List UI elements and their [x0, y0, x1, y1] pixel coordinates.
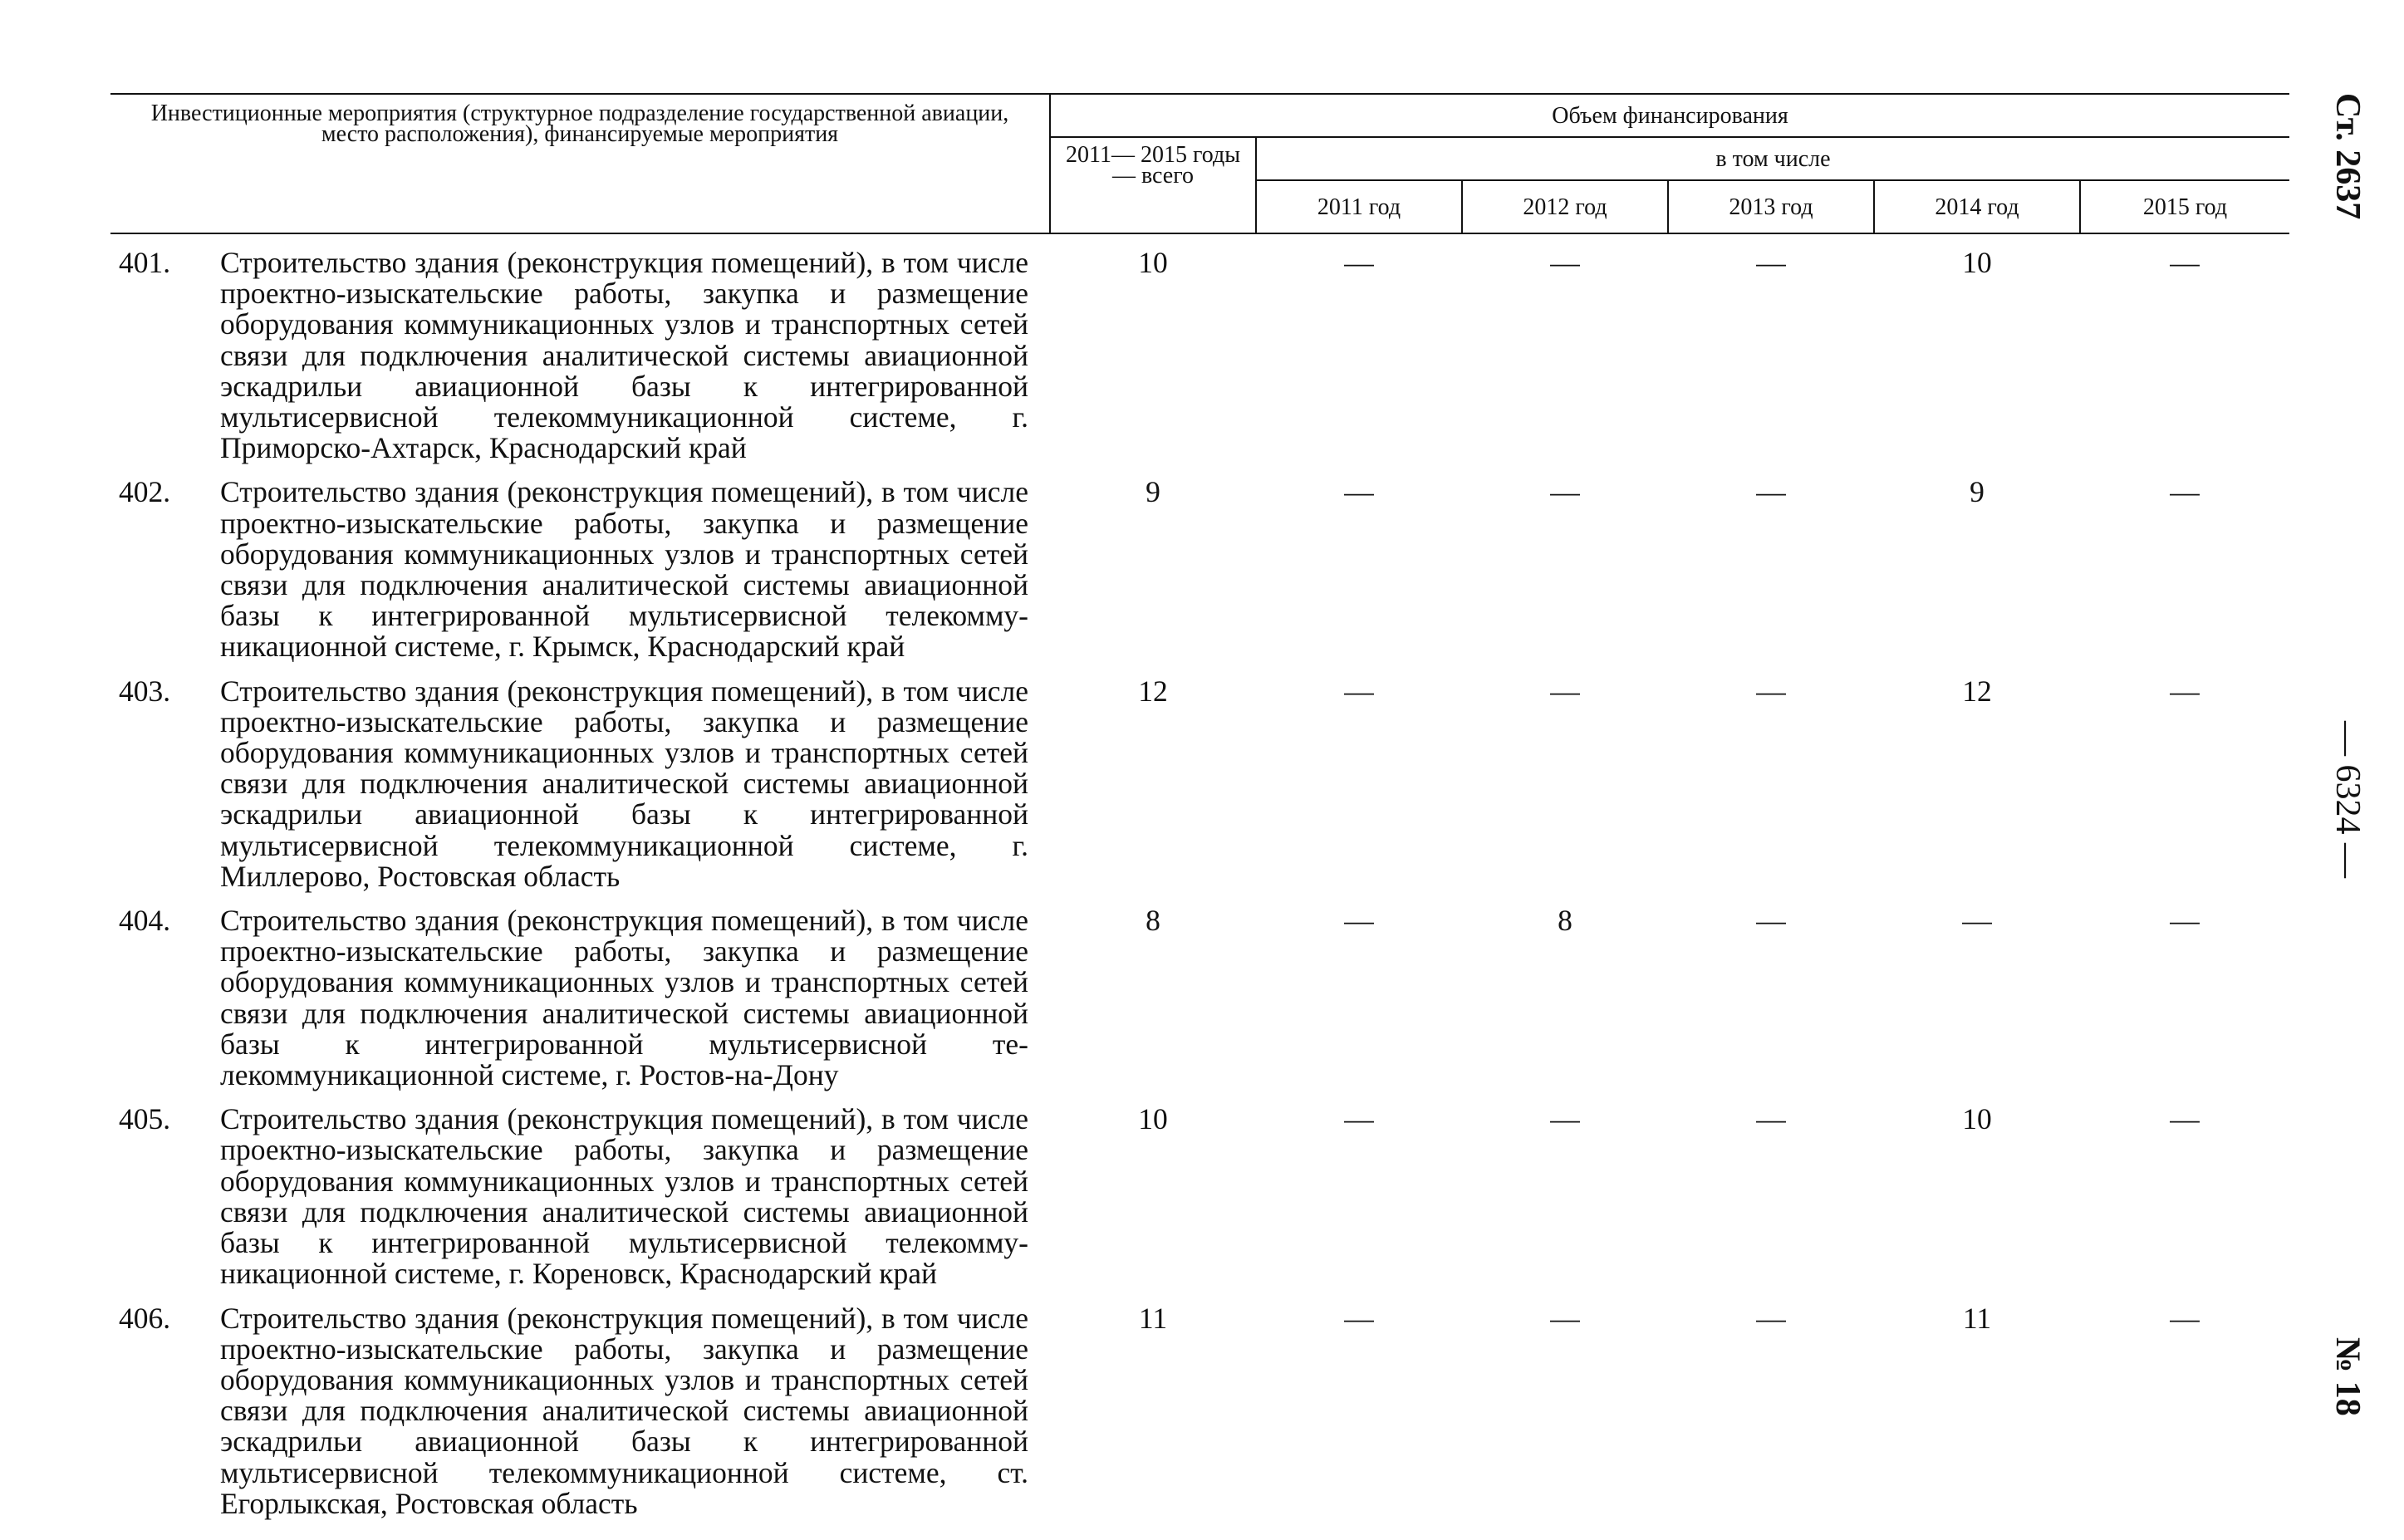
- row-total: 8: [1146, 904, 1160, 938]
- row-2011: —: [1344, 475, 1374, 509]
- row-total: 10: [1138, 246, 1168, 279]
- table-header: [110, 94, 2289, 233]
- including-header: в том числе: [1256, 137, 2289, 180]
- row-number: 403.: [119, 674, 171, 708]
- row-2012: —: [1550, 1102, 1580, 1136]
- row-description: [110, 1091, 1050, 1289]
- funding-table-container: [110, 93, 2289, 1519]
- funding-table: [110, 93, 2289, 1519]
- row-number: 404.: [119, 904, 171, 938]
- row-2011: —: [1344, 246, 1374, 279]
- row-text: Строительство здания (реконструкция помещений), в том числе проектно-изыскательские работы, закупка и размещение оборудования коммуникационных узлов и транспортных сетей связи для подключения аналитической системы авиационной базы к интегрированной мультисервисной телекоммуникационной системе, г. Крымск, Краснодарский край: [220, 475, 1028, 664]
- table-row: [110, 233, 2289, 463]
- table-row: [110, 1290, 2289, 1519]
- table-body: [110, 233, 2289, 1519]
- row-number: 402.: [119, 475, 171, 509]
- row-2014: 11: [1962, 1301, 1992, 1335]
- row-2012: —: [1550, 674, 1580, 708]
- row-2013: —: [1756, 1301, 1786, 1335]
- row-2014: 9: [1970, 475, 1985, 509]
- row-description: [110, 892, 1050, 1091]
- row-2015: —: [2170, 1102, 2200, 1136]
- row-2011: —: [1344, 1301, 1374, 1335]
- row-2011: —: [1344, 904, 1374, 938]
- row-total: 12: [1138, 674, 1168, 708]
- row-text: Строительство здания (реконструкция помещений), в том числе проектно-изыскательские работы, закупка и размещение оборудования коммуникационных узлов и транспортных сетей связи для подключения аналитической системы авиационной эскадрильи авиационной базы к интегрированной мультисервисной телекоммуникационной системе, ст. Егорлыкская, Ростовская область: [220, 1301, 1028, 1520]
- row-text: Строительство здания (реконструкция помещений), в том числе проектно-изыскательские работы, закупка и размещение оборудования коммуникационных узлов и транспортных сетей связи для подключения аналитической системы авиационной эскадрильи авиационной базы к интегрированной мультисервисной телекоммуникационной системе, г. Миллерово, Ростовская область: [220, 674, 1028, 893]
- row-2013: —: [1756, 1102, 1786, 1136]
- row-description: [110, 663, 1050, 892]
- table-row: [110, 1091, 2289, 1289]
- row-description: [110, 233, 1050, 463]
- row-number: 401.: [119, 246, 171, 279]
- row-2012: —: [1550, 1301, 1580, 1335]
- table-row: [110, 463, 2289, 662]
- row-2014: 12: [1962, 674, 1992, 708]
- year-header-2012: 2012 год: [1462, 180, 1668, 233]
- row-2015: —: [2170, 1301, 2200, 1335]
- row-2013: —: [1756, 246, 1786, 279]
- side-issue-number: № 18: [2328, 1337, 2367, 1416]
- row-text: Строительство здания (реконструкция помещений), в том числе проектно-изыскательские работы, закупка и размещение оборудования коммуникационных узлов и транспортных сетей связи для подключения аналитической системы авиационной базы к интегрированной мультисервисной телекоммуникационной системе, г. Кореновск, Краснодарский край: [220, 1102, 1028, 1291]
- total-header: 2011— 2015 годы — всего: [1050, 137, 1256, 233]
- year-header-2014: 2014 год: [1874, 180, 2080, 233]
- row-2014: 10: [1962, 1102, 1992, 1136]
- row-2013: —: [1756, 904, 1786, 938]
- activities-header: Инвестиционные мероприятия (структурное подразделение государственной авиации, место расположения), финансируемые мероприятия: [110, 94, 1050, 233]
- row-2015: —: [2170, 475, 2200, 509]
- side-page-number: — 6324 —: [2328, 721, 2367, 878]
- table-row: [110, 663, 2289, 892]
- row-number: 405.: [119, 1102, 171, 1136]
- row-2012: 8: [1558, 904, 1572, 938]
- year-header-2011: 2011 год: [1256, 180, 1462, 233]
- row-total: 10: [1138, 1102, 1168, 1136]
- row-2013: —: [1756, 674, 1786, 708]
- row-number: 406.: [119, 1301, 171, 1335]
- row-2013: —: [1756, 475, 1786, 509]
- row-2014: 10: [1962, 246, 1992, 279]
- row-2012: —: [1550, 246, 1580, 279]
- side-article-label: Ст. 2637: [2328, 93, 2367, 220]
- year-header-2015: 2015 год: [2080, 180, 2289, 233]
- row-2011: —: [1344, 674, 1374, 708]
- year-header-2013: 2013 год: [1668, 180, 1874, 233]
- row-text: Строительство здания (реконструкция помещений), в том числе проектно-изыскательские работы, закупка и размещение оборудования коммуникационных узлов и транспортных сетей связи для подключения аналитической системы авиационной базы к интегрированной мультисервисной телекоммуникационной системе, г. Ростов-на-Дону: [220, 904, 1028, 1092]
- row-2011: —: [1344, 1102, 1374, 1136]
- row-description: [110, 463, 1050, 662]
- row-description: [110, 1290, 1050, 1519]
- table-row: [110, 892, 2289, 1091]
- row-total: 11: [1138, 1301, 1168, 1335]
- row-2012: —: [1550, 475, 1580, 509]
- row-2015: —: [2170, 904, 2200, 938]
- row-2014: —: [1962, 904, 1992, 938]
- row-text: Строительство здания (реконструкция помещений), в том числе проектно-изыскательские работы, закупка и размещение оборудования коммуникационных узлов и транспортных сетей связи для подключения аналитической системы авиационной эскадрильи авиационной базы к интегрированной мультисервисной телекоммуникационной системе, г. Приморско-Ахтарск, Краснодарский край: [220, 246, 1028, 465]
- row-2015: —: [2170, 674, 2200, 708]
- row-total: 9: [1146, 475, 1160, 509]
- funding-header: Объем финансирования: [1050, 94, 2289, 137]
- row-2015: —: [2170, 246, 2200, 279]
